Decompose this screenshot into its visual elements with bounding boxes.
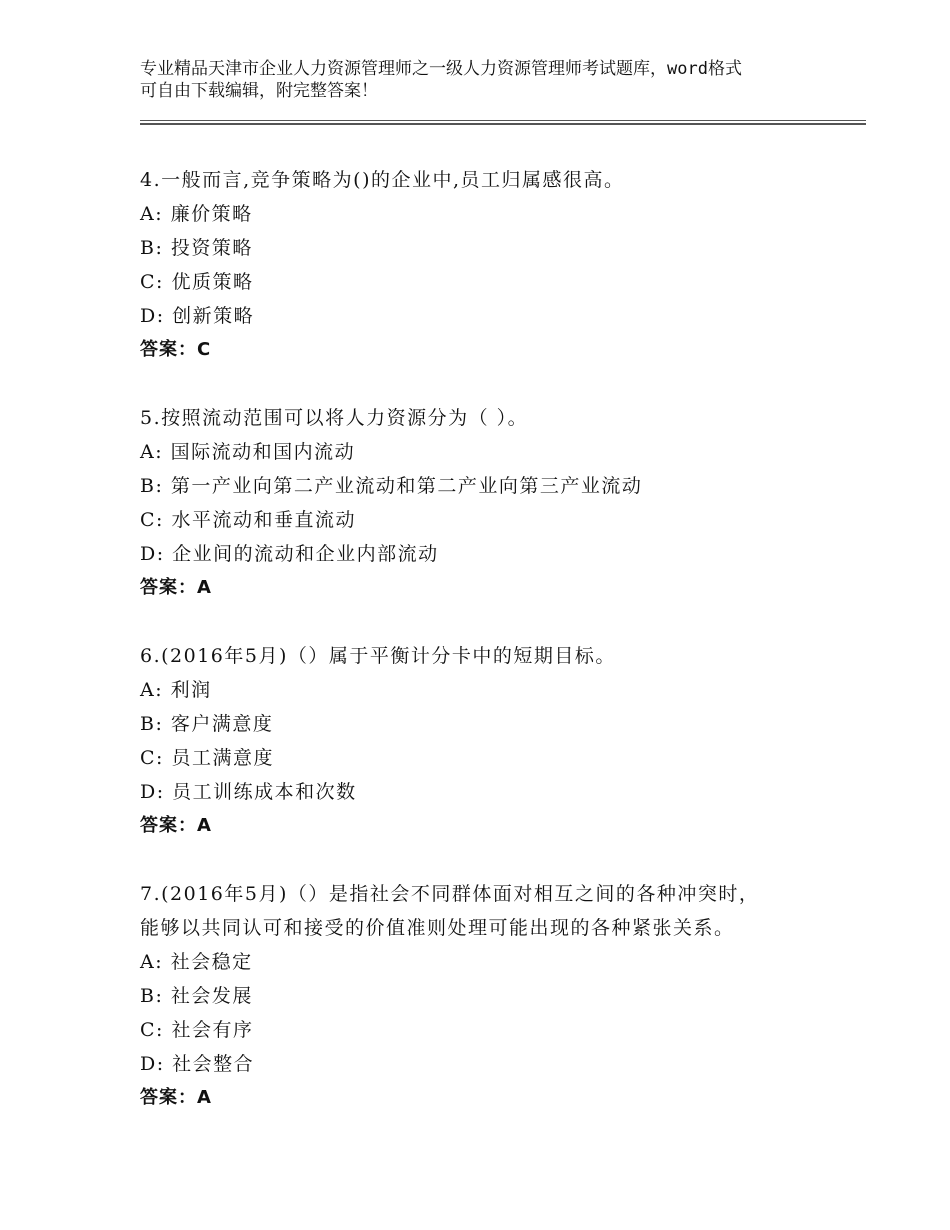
option-d: D: 社会整合 (140, 1053, 255, 1075)
option-a: A: 廉价策略 (140, 203, 253, 225)
answer-label: 答案：A (140, 577, 212, 598)
option-d: D: 企业间的流动和企业内部流动 (140, 543, 439, 565)
option-c: C: 水平流动和垂直流动 (140, 509, 356, 531)
answer-label: 答案：C (140, 339, 212, 360)
option-b: B: 投资策略 (140, 237, 253, 259)
question-7 (140, 877, 870, 1115)
question-stem-line-2: 能够以共同认可和接受的价值准则处理可能出现的各种紧张关系。 (140, 917, 735, 939)
document-header (140, 58, 840, 102)
option-c: C: 优质策略 (140, 271, 254, 293)
header-line-1: 专业精品天津市企业人力资源管理师之一级人力资源管理师考试题库，word格式 (140, 59, 742, 79)
question-5 (140, 401, 870, 605)
option-a: A: 社会稳定 (140, 951, 253, 973)
answer-label: 答案：A (140, 1087, 212, 1108)
option-b: B: 第一产业向第二产业流动和第二产业向第三产业流动 (140, 475, 643, 497)
header-divider-thin (140, 120, 866, 121)
option-a: A: 利润 (140, 679, 212, 701)
option-c: C: 员工满意度 (140, 747, 274, 769)
question-list (140, 163, 870, 1149)
question-stem: 4.一般而言,竞争策略为()的企业中,员工归属感很高。 (140, 169, 625, 191)
question-stem-line-1: 7.(2016年5月)（）是指社会不同群体面对相互之间的各种冲突时， (140, 883, 760, 905)
question-stem: 5.按照流动范围可以将人力资源分为（ ）。 (140, 407, 529, 429)
question-stem: 6.(2016年5月)（）属于平衡计分卡中的短期目标。 (140, 645, 616, 667)
header-line-2: 可自由下载编辑，附完整答案！ (140, 81, 378, 101)
option-b: B: 客户满意度 (140, 713, 274, 735)
option-d: D: 创新策略 (140, 305, 255, 327)
question-6 (140, 639, 870, 843)
option-d: D: 员工训练成本和次数 (140, 781, 357, 803)
option-c: C: 社会有序 (140, 1019, 254, 1041)
option-a: A: 国际流动和国内流动 (140, 441, 356, 463)
header-divider-thick (140, 123, 866, 125)
answer-label: 答案：A (140, 815, 212, 836)
option-b: B: 社会发展 (140, 985, 253, 1007)
question-4 (140, 163, 870, 367)
